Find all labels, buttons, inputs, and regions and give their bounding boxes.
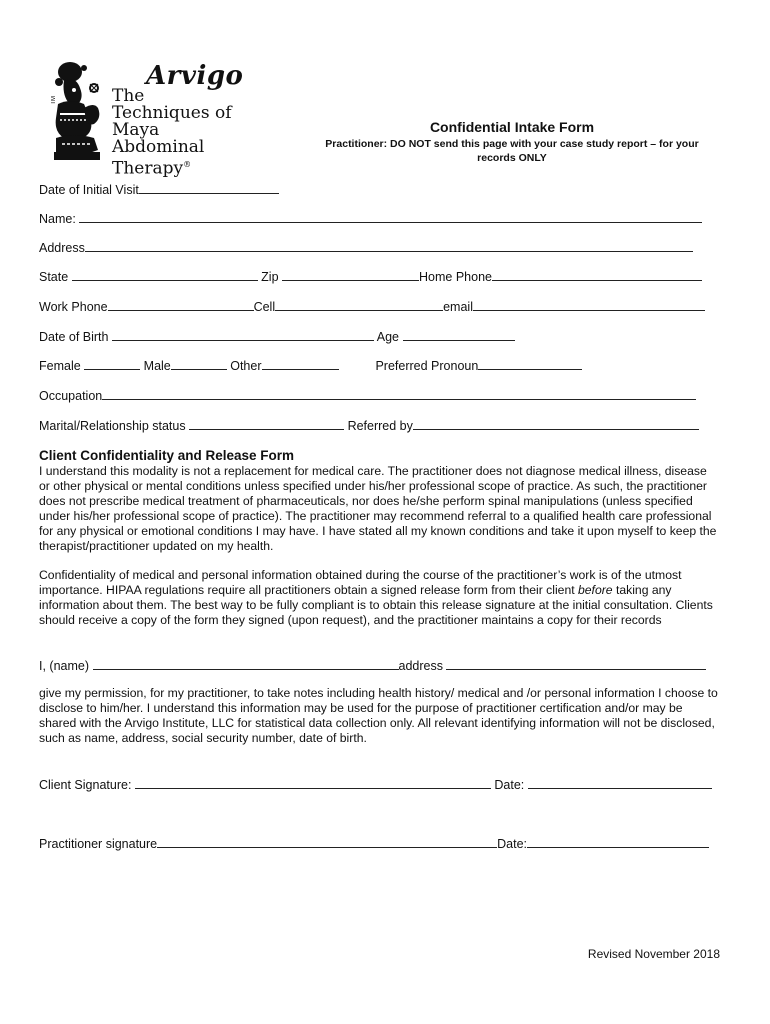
- address-field[interactable]: [85, 239, 693, 252]
- occupation-field[interactable]: [102, 387, 696, 400]
- label-client-date: Date:: [494, 778, 525, 792]
- form-title: Confidential Intake Form: [429, 119, 595, 135]
- label-occupation: Occupation: [39, 389, 103, 403]
- label-work-phone: Work Phone: [39, 300, 108, 314]
- row-date-initial-visit: [39, 181, 279, 197]
- label-referred-by: Referred by: [347, 419, 413, 433]
- row-marital-referred: [39, 417, 699, 433]
- practitioner-signature-field[interactable]: [157, 835, 497, 848]
- home-phone-field[interactable]: [492, 268, 702, 281]
- release-paragraph-3-text: give my permission, for my practitioner, to take notes including health history/ medical and /or personal information I choose to disclose to him/her. I understand this information may be used for the purpose of practitioner certification and/or may be shared with the Arvigo Institute, LLC for statistical data collection only. All relevant identifying information will not be disclosed, such as name, address, social security number, date of birth.: [39, 686, 718, 745]
- label-i-name: I, (name): [39, 659, 90, 673]
- logo-line-abdominal: Abdominal Therapy: [112, 137, 205, 179]
- client-date-field[interactable]: [528, 776, 712, 789]
- dob-field[interactable]: [112, 328, 374, 341]
- label-practitioner-date: Date:: [497, 837, 528, 851]
- row-gender-pronoun: [39, 357, 582, 373]
- release-address-field[interactable]: [446, 657, 706, 670]
- row-state-zip-phone: [39, 268, 702, 284]
- row-work-cell-email: [39, 298, 705, 314]
- label-age: Age: [376, 330, 400, 344]
- label-state: State: [39, 270, 69, 284]
- label-dob: Date of Birth: [39, 330, 109, 344]
- label-practitioner-signature: Practitioner signature: [39, 837, 158, 851]
- row-name: [39, 210, 702, 226]
- row-address: [39, 239, 693, 255]
- row-client-signature: [39, 776, 712, 792]
- arvigo-logo: [50, 58, 280, 179]
- other-field[interactable]: [262, 357, 339, 370]
- label-home-phone: Home Phone: [419, 270, 492, 284]
- label-other: Other: [230, 359, 262, 373]
- state-field[interactable]: [72, 268, 258, 281]
- logo-arvigo-script: Arvigo: [146, 61, 244, 91]
- row-occupation: [39, 387, 696, 403]
- form-subtitle: Practitioner: DO NOT send this page with your case study report – for your records ONLY: [325, 138, 699, 164]
- label-date-initial-visit: Date of Initial Visit: [39, 183, 139, 197]
- trademark-mark: TM: [51, 96, 57, 105]
- release-paragraph-2-a: Confidentiality of medical and personal information obtained during the course of the practitioner’s work is of the utmost importance. HIPAA regulations require all practitioners obtain a signed release form from their client: [39, 568, 682, 597]
- maya-figure-icon: [50, 58, 112, 166]
- label-address: Address: [39, 241, 85, 255]
- logo-the: The: [112, 86, 145, 106]
- release-paragraph-3: [39, 686, 719, 746]
- label-email: email: [443, 300, 473, 314]
- name-field[interactable]: [79, 210, 702, 223]
- marital-field[interactable]: [189, 417, 344, 430]
- release-paragraph-1: [39, 464, 719, 554]
- label-marital: Marital/Relationship status: [39, 419, 186, 433]
- referred-by-field[interactable]: [413, 417, 699, 430]
- cell-field[interactable]: [275, 298, 443, 311]
- release-section-title: Client Confidentiality and Release Form: [39, 448, 295, 463]
- email-field[interactable]: [473, 298, 705, 311]
- label-female: Female: [39, 359, 81, 373]
- row-i-name-address: [39, 657, 706, 673]
- label-release-address: address: [398, 659, 443, 673]
- release-paragraph-1-text: I understand this modality is not a replacement for medical care. The practitioner does not diagnose medical illness, disease or other physical or mental conditions unless specified under his/her professional scope of practice. As such, the practitioner does not prescribe medical treatment of pharmaceuticals, nor does he/she perform spinal manipulations (unless specified under his/her professional scope of practice). The practitioner may recommend referral to a qualified health care professional for any physical or emotional conditions I may have. I have stated all my known conditions and take it upon myself to keep the therapist/practitioner updated on my health.: [39, 464, 717, 553]
- logo-line-techniques: Techniques of Maya: [112, 103, 232, 140]
- work-phone-field[interactable]: [108, 298, 254, 311]
- row-dob-age: [39, 328, 515, 344]
- preferred-pronoun-field[interactable]: [478, 357, 582, 370]
- i-name-field[interactable]: [93, 657, 399, 670]
- release-paragraph-2: [39, 568, 719, 628]
- label-cell: Cell: [253, 300, 276, 314]
- label-client-signature: Client Signature:: [39, 778, 132, 792]
- row-practitioner-signature: [39, 835, 709, 851]
- revised-date: Revised November 2018: [587, 947, 720, 961]
- zip-field[interactable]: [282, 268, 419, 281]
- date-initial-visit-field[interactable]: [139, 181, 279, 194]
- release-paragraph-2-emphasis: before: [578, 583, 613, 597]
- age-field[interactable]: [403, 328, 515, 341]
- label-zip: Zip: [261, 270, 279, 284]
- female-field[interactable]: [84, 357, 140, 370]
- label-male: Male: [143, 359, 171, 373]
- label-name: Name:: [39, 212, 76, 226]
- logo-wordmark: [112, 61, 280, 179]
- release-paragraph-2-b: taking any information about them. The best way to be fully compliant is to obtain this release signature at the initial consultation. Clients should receive a copy of the form they signed (upon request), and the practitioner maintains a copy for their records: [39, 583, 713, 627]
- label-preferred-pronoun: Preferred Pronoun: [375, 359, 479, 373]
- client-signature-field[interactable]: [135, 776, 491, 789]
- registered-mark: ®: [183, 160, 192, 169]
- male-field[interactable]: [171, 357, 227, 370]
- practitioner-date-field[interactable]: [527, 835, 709, 848]
